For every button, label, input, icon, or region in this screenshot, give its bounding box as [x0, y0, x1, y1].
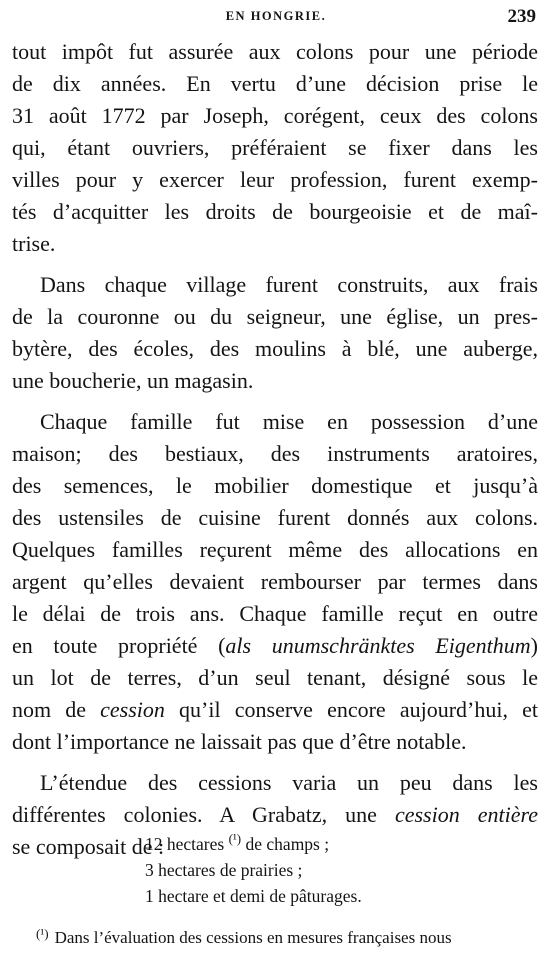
- text-segment: nom de: [12, 697, 101, 722]
- list-text: de champs ;: [241, 834, 330, 854]
- paragraph-2: [12, 269, 538, 397]
- text-line: maison; des bestiaux, des instruments aratoires,: [12, 441, 538, 466]
- text-segment: différentes colonies. A Grabatz, une: [12, 802, 395, 827]
- text-segment: ): [530, 633, 538, 658]
- text-line: Chaque famille fut mise en possession d’une: [40, 409, 538, 434]
- italic-term: cession entière: [394, 802, 539, 827]
- text-line: villes pour y exercer leur profession, furent exemp-: [12, 167, 538, 192]
- list-text: 12 hectares: [145, 834, 229, 854]
- text-line: Quelques familles reçurent même des allocations en: [12, 537, 538, 562]
- text-line: dont l’importance ne laissait pas que d’être notable.: [12, 729, 467, 754]
- list-item: [145, 826, 362, 857]
- text-line: une boucherie, un magasin.: [12, 368, 254, 393]
- text-line: des semences, le mobilier domestique et jusqu’à: [12, 473, 538, 498]
- text-line: de la couronne ou du seigneur, une église, un pres-: [12, 304, 538, 329]
- text-line: de dix années. En vertu d’une décision prise le: [12, 71, 538, 96]
- text-line: bytère, des écoles, des moulins à blé, une auberge,: [12, 336, 538, 361]
- list-item: 3 hectares de prairies ;: [145, 860, 303, 880]
- text-line: L’étendue des cessions varia un peu dans les: [40, 770, 538, 795]
- footnote: [36, 926, 452, 948]
- text-line: un lot de terres, d’un seul tenant, désigné sous le: [12, 665, 538, 690]
- page-number: 239: [507, 6, 536, 27]
- running-head: [12, 6, 540, 26]
- text-line: [12, 694, 538, 726]
- text-line: 31 août 1772 par Joseph, corégent, ceux des colons: [12, 103, 538, 128]
- text-line: se composait de :: [12, 834, 165, 859]
- text-line: tés d’acquitter les droits de bourgeoisie et de maî-: [12, 199, 538, 224]
- text-line: [12, 630, 538, 662]
- list-item: 1 hectare et demi de pâturages.: [145, 886, 362, 906]
- text-line: Dans chaque village furent construits, aux frais: [40, 272, 538, 297]
- italic-german-term: als unumschränktes Eigenthum: [225, 633, 531, 658]
- paragraph-3: [12, 406, 538, 758]
- text-line: argent qu’elles devaient rembourser par termes dans: [12, 569, 538, 594]
- body-text: [12, 36, 538, 863]
- text-line: des ustensiles de cuisine furent donnés aux colons.: [12, 505, 538, 530]
- text-line: le délai de trois ans. Chaque famille reçut en outre: [12, 601, 538, 626]
- text-segment: qu’il conserve encore aujourd’hui, et: [164, 697, 538, 722]
- footnote-text: Dans l’évaluation des cessions en mesures françaises nous: [54, 928, 452, 947]
- footnote-marker: (¹): [36, 926, 49, 941]
- text-line: tout impôt fut assurée aux colons pour une période: [12, 39, 538, 64]
- footnote-reference: (¹): [228, 831, 242, 846]
- text-line: qui, étant ouvriers, préféraient se fixer dans les: [12, 135, 538, 160]
- text-line: trise.: [12, 231, 56, 256]
- paragraph-1: [12, 36, 538, 260]
- italic-term: cession: [100, 697, 165, 722]
- running-title: EN HONGRIE.: [225, 9, 327, 23]
- text-segment: en toute propriété (: [12, 633, 226, 658]
- cession-composition-list: [145, 826, 362, 909]
